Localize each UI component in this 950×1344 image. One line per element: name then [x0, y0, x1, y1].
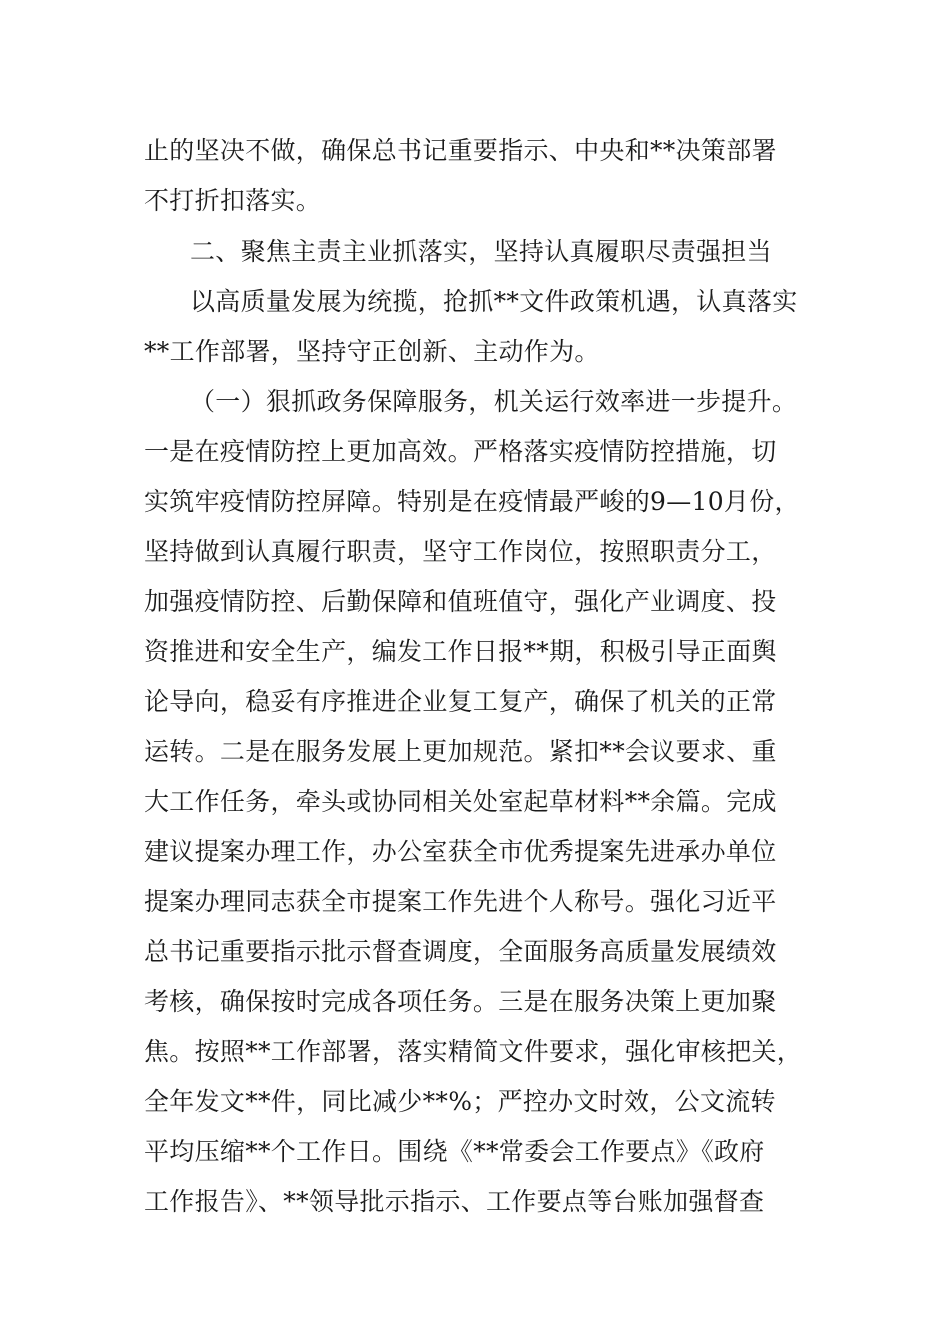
text-line: 坚持做到认真履行职责，坚守工作岗位，按照职责分工，	[144, 537, 777, 566]
text-line: **工作部署，坚持守正创新、主动作为。	[144, 337, 600, 366]
text-line: 不打折扣落实。	[144, 186, 322, 215]
text-line: 论导向，稳妥有序推进企业复工复产，确保了机关的正常	[144, 687, 777, 716]
text-line: 资推进和安全生产，编发工作日报**期，积极引导正面舆	[144, 637, 777, 666]
text-line: 焦。按照**工作部署，落实精简文件要求，强化审核把关，	[144, 1037, 803, 1066]
text-line: 大工作任务，牵头或协同相关处室起草材料**余篇。完成	[144, 787, 777, 816]
paragraph-first-line: 以高质量发展为统揽，抢抓**文件政策机遇，认真落实	[190, 287, 798, 316]
text-line: 平均压缩**个工作日。围绕《**常委会工作要点》《政府	[144, 1137, 765, 1166]
section-heading: 二、聚焦主责主业抓落实，坚持认真履职尽责强担当	[190, 237, 772, 266]
text-line: 运转。二是在服务发展上更加规范。紧扣**会议要求、重	[144, 737, 777, 766]
text-line: 加强疫情防控、后勤保障和值班值守，强化产业调度、投	[144, 587, 777, 616]
text-line: 止的坚决不做，确保总书记重要指示、中央和**决策部署	[144, 136, 777, 165]
text-line: 提案办理同志获全市提案工作先进个人称号。强化习近平	[144, 887, 777, 916]
text-line: 总书记重要指示批示督查调度，全面服务高质量发展绩效	[144, 937, 777, 966]
text-line: 全年发文**件，同比减少**%；严控办文时效，公文流转	[144, 1087, 776, 1116]
text-line: 工作报告》、**领导批示指示、工作要点等台账加强督查	[144, 1187, 765, 1216]
subsection-heading: （一）狠抓政务保障服务，机关运行效率进一步提升。	[190, 387, 798, 416]
text-line: 一是在疫情防控上更加高效。严格落实疫情防控措施，切	[144, 437, 777, 466]
text-line: 建议提案办理工作，办公室获全市优秀提案先进承办单位	[144, 837, 777, 866]
text-line: 考核，确保按时完成各项任务。三是在服务决策上更加聚	[144, 987, 777, 1016]
text-line: 实筑牢疫情防控屏障。特别是在疫情最严峻的9—10月份，	[144, 487, 800, 516]
